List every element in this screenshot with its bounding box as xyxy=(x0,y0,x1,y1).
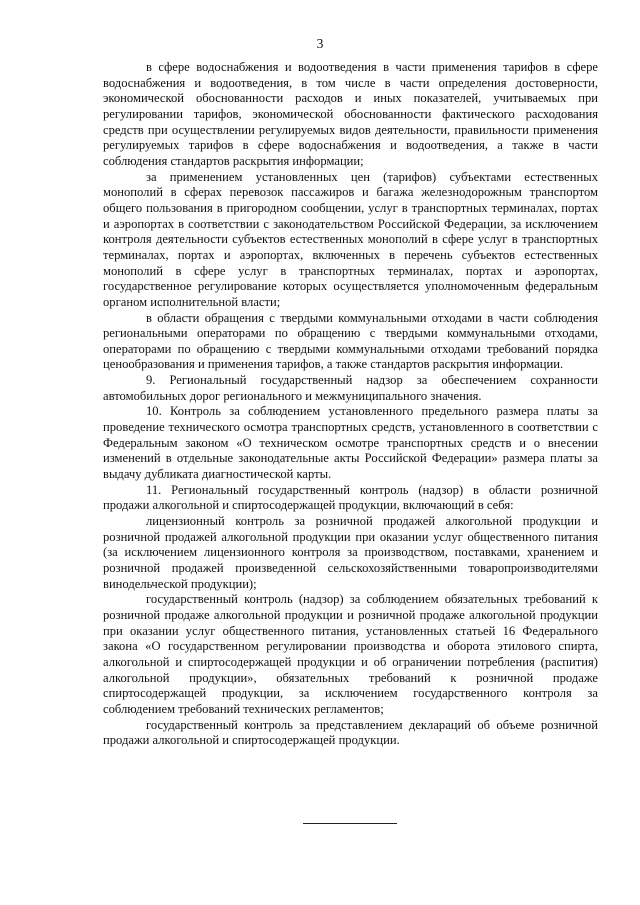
paragraph: в области обращения с твердыми коммунальными отходами в части соблюдения региональными операторами по обращению с твердыми коммунальными отходами, операторами по обращению с твердыми коммунальными отходами требований порядка ценообразования и применения тарифов, а также стандартов раскрытия информации. xyxy=(103,310,598,372)
paragraph: 11. Региональный государственный контроль (надзор) в области розничной продажи алкогольной и спиртосодержащей продукции, включающий в себя: xyxy=(103,482,598,513)
paragraph: 9. Региональный государственный надзор за обеспечением сохранности автомобильных дорог регионального и межмуниципального значения. xyxy=(103,373,598,403)
paragraph: лицензионный контроль за розничной продажей алкогольной продукции и розничной продажей алкогольной продукции при оказании услуг общественного питания (за исключением лицензионного контроля за производством, поставками, хранением и розничной продажей произведенной сельскохозяйственными товаропроизводителями винодельческой продукции); xyxy=(103,514,598,591)
end-separator-line xyxy=(303,823,397,824)
paragraph: в сфере водоснабжения и водоотведения в части применения тарифов в сфере водоснабжения и водоотведения, в том числе в части определения достоверности, экономической обоснованности расходов и иных показателей, учитываемых при регулировании тарифов, экономической обоснованности фактического расходования средств при осуществлении регулируемых видов деятельности, правильности применения регулируемых тарифов в сфере водоснабжения и водоотведения, а также в части соблюдения стандартов раскрытия информации; xyxy=(103,60,598,168)
paragraph: государственный контроль (надзор) за соблюдением обязательных требований к розничной продаже алкогольной продукции и розничной продаже алкогольной продукции при оказании услуг общественного питания, установленных статьей 16 Федерального закона «О государственном регулировании производства и оборота этилового спирта, алкогольной и спиртосодержащей продукции и об ограничении потребления (распития) алкогольной продукции», обязательных требований к розничной продаже спиртосодержащей продукции, за исключением государственного контроля за соблюдением требований технических регламентов; xyxy=(103,592,598,716)
page-number: 3 xyxy=(316,36,324,51)
paragraph: государственный контроль за представлением деклараций об объеме розничной продажи алкогольной и спиртосодержащей продукции. xyxy=(103,717,598,748)
paragraph: 10. Контроль за соблюдением установленного предельного размера платы за проведение технического осмотра транспортных средств, установленного в соответствии с Федеральным законом «О техническом осмотре транспортных средств и о внесении изменений в отдельные законодательные акты Российской Федерации» размера платы за выдачу дубликата диагностической карты. xyxy=(103,404,598,482)
paragraph: за применением установленных цен (тарифов) субъектами естественных монополий в сферах перевозок пассажиров и багажа железнодорожным транспортом общего пользования в пригородном сообщении, услуг в транспортных терминалах, портах и аэропортах в соответствии с законодательством Российской Федерации, за исключением контроля деятельности субъектов естественных монополий в сфере услуг в транспортных терминалах, портах и аэропортах, включенных в перечень субъектов естественных монополий в сфере услуг в транспортных терминалах, портах и аэропортах, государственное регулирование которых осуществляется уполномоченным федеральным органом исполнительной власти; xyxy=(103,169,598,309)
document-body xyxy=(103,60,598,749)
